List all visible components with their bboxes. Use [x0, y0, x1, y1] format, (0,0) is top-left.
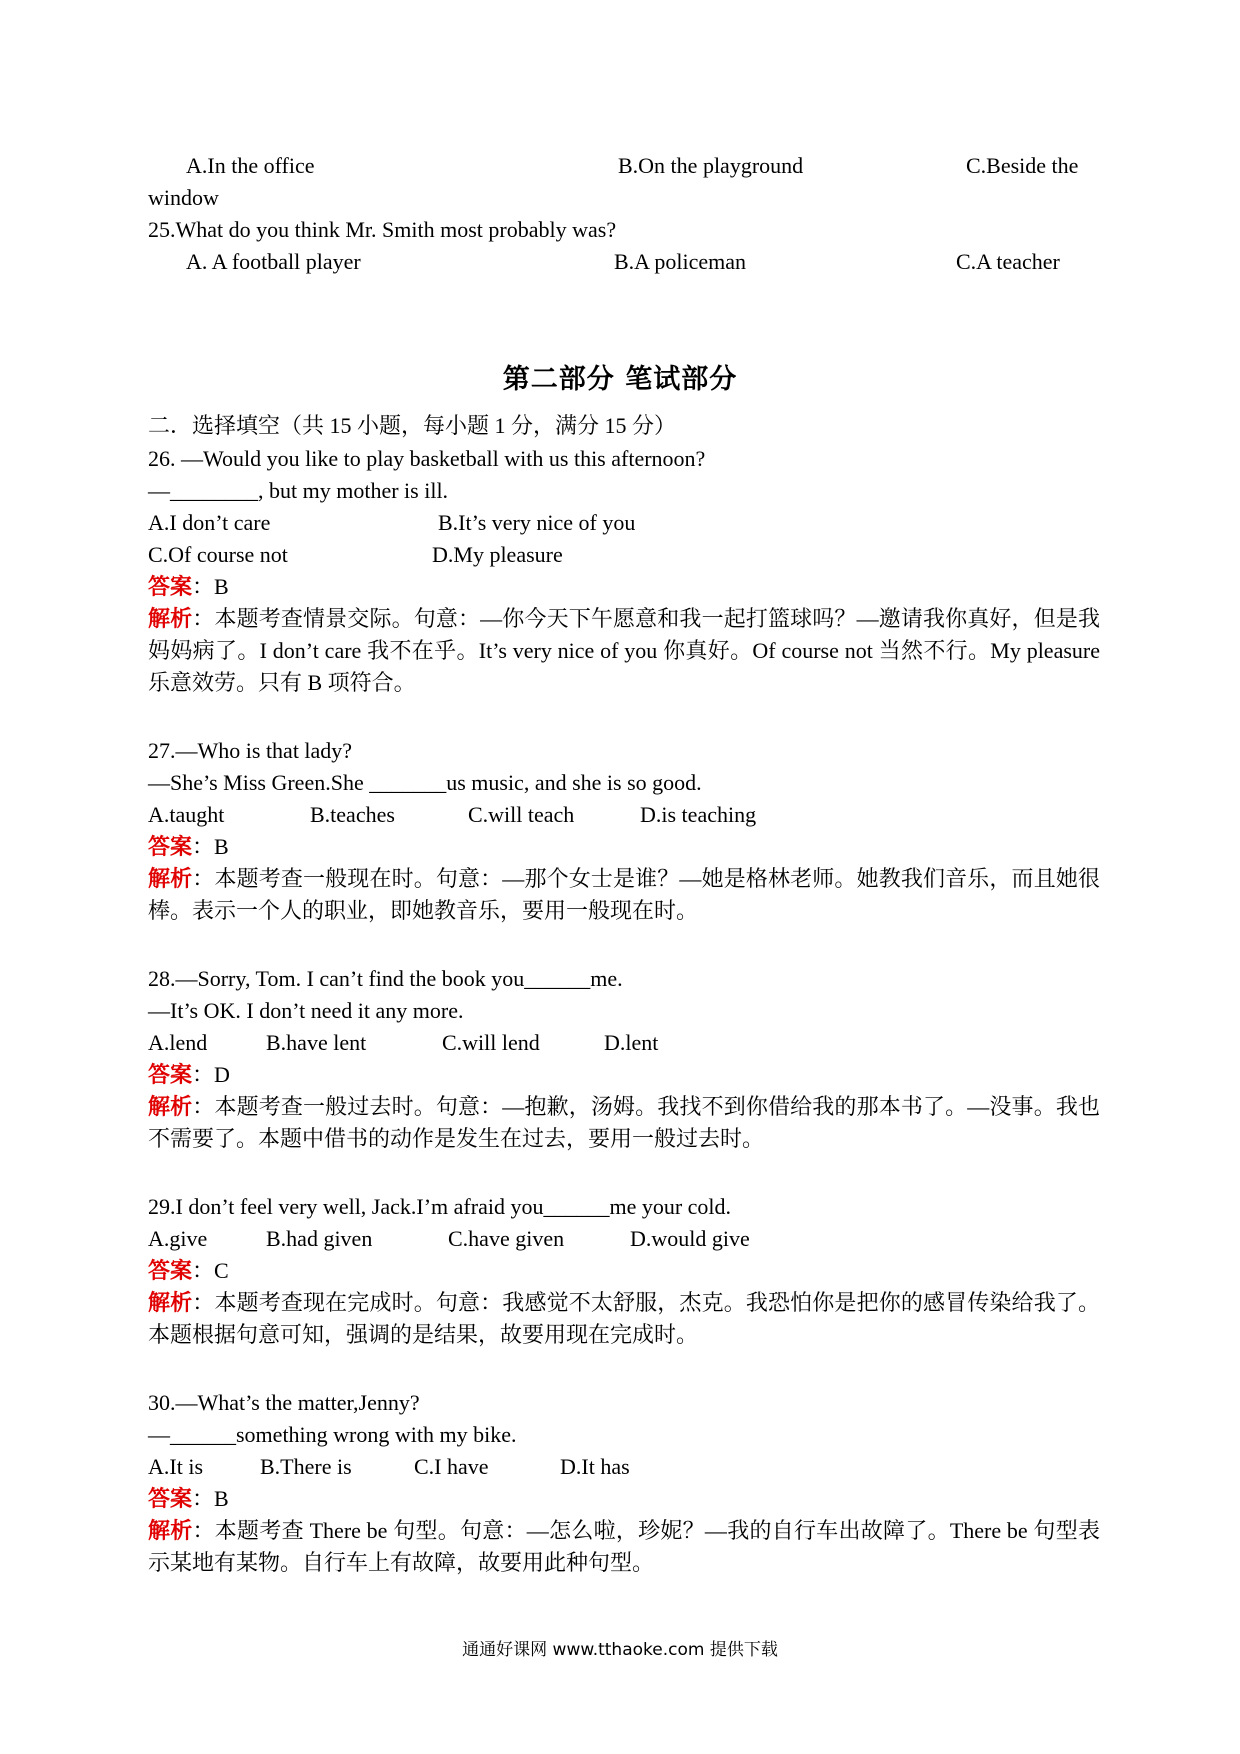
q27-option-a: A.taught [148, 802, 225, 827]
colon: ： [192, 1486, 215, 1511]
q26-line2: —________, but my mother is ill. [148, 478, 449, 503]
q25-question: 25.What do you think Mr. Smith most probably was? [148, 217, 617, 242]
colon: ： [192, 1258, 215, 1283]
answer-label: 答案 [148, 834, 193, 859]
q30-line1: 30.—What’s the matter,Jenny? [148, 1390, 420, 1415]
q28-analysis-text: 本题考查一般过去时。句意：—抱歉，汤姆。我找不到你借给我的那本书了。—没事。我也不需要了。本题中借书的动作是发生在过去，要用一般过去时。 [148, 1094, 1100, 1151]
q26-analysis-text: 本题考查情景交际。句意：—你今天下午愿意和我一起打篮球吗？—邀请我你真好，但是我妈妈病了。I don’t care 我不在乎。It’s very nice of you 你真好。Of course not 当然不行。My pleasure 乐意效劳。只有 B 项符合。 [148, 606, 1100, 695]
q28-option-c: C.will lend [442, 1030, 540, 1055]
q28-answer-value: D [214, 1062, 230, 1087]
q27-answer-value: B [214, 834, 229, 859]
q29-answer-value: C [214, 1258, 229, 1283]
colon: ： [192, 834, 215, 859]
analysis-label: 解析 [148, 1518, 193, 1543]
q29-analysis-text: 本题考查现在完成时。句意：我感觉不太舒服，杰克。我恐怕你是把你的感冒传染给我了。本题根据句意可知，强调的是结果，故要用现在完成时。 [148, 1290, 1100, 1347]
q24-option-a: A.In the office [186, 153, 315, 178]
q27-analysis-text: 本题考查一般现在时。句意：—那个女士是谁？—她是格林老师。她教我们音乐，而且她很棒。表示一个人的职业，即她教音乐，要用一般现在时。 [148, 866, 1100, 923]
q26-answer [148, 571, 1098, 603]
q27-answer [148, 831, 1098, 863]
colon: ： [192, 1290, 215, 1315]
q30-answer-value: B [214, 1486, 229, 1511]
q29-answer [148, 1255, 1098, 1287]
q24-option-b: B.On the playground [618, 153, 804, 178]
q25-option-c: C.A teacher [956, 249, 1060, 274]
q29-option-b: B.had given [266, 1226, 373, 1251]
analysis-label: 解析 [148, 866, 193, 891]
q30-line2: —______something wrong with my bike. [148, 1422, 517, 1447]
answer-label: 答案 [148, 1486, 193, 1511]
part-two-title: 第二部分 笔试部分 [502, 364, 738, 395]
q25-option-a: A. A football player [186, 249, 361, 274]
q25-option-b: B.A policeman [614, 249, 746, 274]
q28-analysis [148, 1091, 1100, 1155]
q29-option-a: A.give [148, 1226, 208, 1251]
q27-line1: 27.—Who is that lady? [148, 738, 353, 763]
q26-option-c: C.Of course not [148, 542, 288, 567]
answer-label: 答案 [148, 1062, 193, 1087]
q27-analysis [148, 863, 1100, 927]
q26-answer-value: B [214, 574, 229, 599]
q28-option-a: A.lend [148, 1030, 208, 1055]
q29-option-c: C.have given [448, 1226, 565, 1251]
q29-option-d: D.would give [630, 1226, 750, 1251]
colon: ： [192, 1094, 215, 1119]
q29-line1: 29.I don’t feel very well, Jack.I’m afraid you______me your cold. [148, 1194, 732, 1219]
q30-analysis-text: 本题考查 There be 句型。句意：—怎么啦，珍妮？—我的自行车出故障了。There be 句型表示某地有某物。自行车上有故障，故要用此种句型。 [148, 1518, 1100, 1575]
q24-option-c-continued: window [148, 185, 219, 210]
analysis-label: 解析 [148, 606, 193, 631]
q30-option-c: C.I have [414, 1454, 489, 1479]
q28-option-d: D.lent [604, 1030, 659, 1055]
q26-line1: 26. —Would you like to play basketball with us this afternoon? [148, 446, 706, 471]
q30-analysis [148, 1515, 1100, 1579]
q27-option-b: B.teaches [310, 802, 395, 827]
q30-option-d: D.It has [560, 1454, 630, 1479]
answer-label: 答案 [148, 1258, 193, 1283]
q27-option-d: D.is teaching [640, 802, 757, 827]
section-heading: 二．选择填空（共 15 小题，每小题 1 分，满分 15 分） [148, 413, 677, 438]
analysis-label: 解析 [148, 1094, 193, 1119]
q26-option-d: D.My pleasure [432, 542, 563, 567]
q29-analysis [148, 1287, 1100, 1351]
q30-option-b: B.There is [260, 1454, 352, 1479]
answer-label: 答案 [148, 574, 193, 599]
q26-analysis [148, 603, 1100, 699]
page-footer: 通通好课网 www.tthaoke.com 提供下载 [462, 1640, 778, 1660]
q27-line2: —She’s Miss Green.She _______us music, and she is so good. [148, 770, 702, 795]
colon: ： [192, 606, 215, 631]
q26-option-a: A.I don’t care [148, 510, 271, 535]
q24-option-c: C.Beside the [966, 153, 1079, 178]
q30-answer [148, 1483, 1098, 1515]
colon: ： [192, 1062, 215, 1087]
q26-option-b: B.It’s very nice of you [438, 510, 636, 535]
q28-answer [148, 1059, 1098, 1091]
analysis-label: 解析 [148, 1290, 193, 1315]
q28-line1: 28.—Sorry, Tom. I can’t find the book you______me. [148, 966, 623, 991]
colon: ： [192, 574, 215, 599]
colon: ： [192, 1518, 215, 1543]
q28-option-b: B.have lent [266, 1030, 367, 1055]
q27-option-c: C.will teach [468, 802, 575, 827]
q28-line2: —It’s OK. I don’t need it any more. [148, 998, 464, 1023]
q30-option-a: A.It is [148, 1454, 203, 1479]
colon: ： [192, 866, 215, 891]
